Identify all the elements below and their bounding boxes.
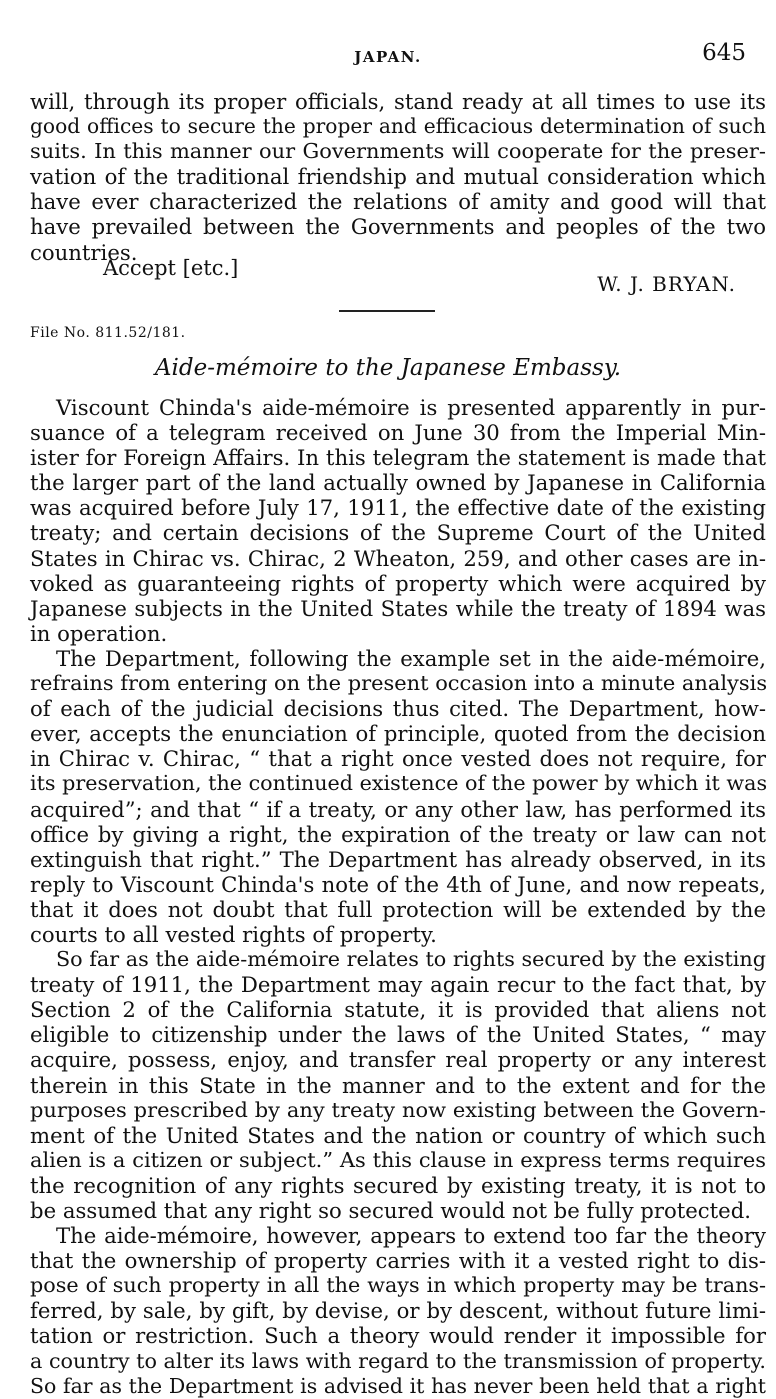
text-line: its preservation, the continued existence of the power by which it was: [30, 771, 768, 796]
text-line: acquire, possess, enjoy, and transfer real property or any interest: [30, 1047, 766, 1073]
text-line: have prevailed between the Governments and peoples of the two: [30, 214, 766, 240]
letter-text: [30, 89, 766, 265]
text-line: Section 2 of the California statute, it is provided that aliens not: [30, 997, 766, 1023]
text-line: acquired”; and that “ if a treaty, or any other law, has performed its: [30, 796, 766, 822]
text-line: will, through its proper officials, stand ready at all times to use its: [30, 89, 766, 114]
text-line: office by giving a right, the expiration of the treaty or law can not: [30, 821, 766, 847]
text-line: Japanese subjects in the United States while the treaty of 1894 was: [30, 595, 766, 621]
text-line: that the ownership of property carries with it a vested right to dis-: [30, 1248, 766, 1274]
text-line: a country to alter its laws with regard to the transmission of property.: [30, 1348, 766, 1373]
text-line: of each of the judicial decisions thus cited. The Department, how-: [30, 696, 766, 722]
text-line: The Department, following the example set in the aide-mémoire,: [56, 645, 766, 671]
section-divider: [339, 310, 435, 312]
text-line: voked as guaranteeing rights of property which were acquired by: [30, 570, 766, 596]
section-title: Aide-mémoire to the Japanese Embassy.: [154, 355, 622, 381]
text-line: treaty; and certain decisions of the Supreme Court of the United: [30, 520, 766, 546]
text-line: therein in this State in the manner and to the extent and for the: [30, 1072, 766, 1098]
text-line: Viscount Chinda's aide-mémoire is presented apparently in pur-: [56, 395, 766, 420]
text-line: ferred, by sale, by gift, by devise, or by descent, without future limi-: [30, 1298, 766, 1324]
text-line: ever, accepts the enunciation of principle, quoted from the decision: [30, 721, 766, 747]
text-line: eligible to citizenship under the laws of the United States, “ may: [30, 1022, 766, 1048]
text-line: countries.: [30, 239, 138, 265]
text-line: suance of a telegram received on June 30 from the Imperial Min-: [30, 420, 766, 446]
closing-text: Accept [etc.]: [103, 256, 239, 280]
running-head: JAPAN.: [354, 48, 422, 66]
text-line: purposes prescribed by any treaty now existing between the Govern-: [30, 1097, 766, 1122]
text-line: have ever characterized the relations of amity and good will that: [30, 189, 766, 215]
text-line: States in Chirac vs. Chirac, 2 Wheaton, 259, and other cases are in-: [30, 545, 766, 571]
text-line: in Chirac v. Chirac, “ that a right once vested does not require, for: [30, 746, 766, 772]
text-line: ister for Foreign Affairs. In this telegram the statement is made that: [30, 445, 766, 471]
text-line: tation or restriction. Such a theory would render it impossible for: [30, 1323, 766, 1349]
text-line: was acquired before July 17, 1911, the effective date of the existing: [30, 495, 766, 521]
text-line: be assumed that any right so secured would not be fully protected.: [30, 1198, 751, 1223]
text-line: in operation.: [30, 620, 168, 646]
text-line: alien is a citizen or subject.” As this clause in express terms requires: [30, 1147, 766, 1172]
body-text: [30, 395, 766, 1399]
text-line: So far as the aide-mémoire relates to rights secured by the existing: [56, 947, 766, 972]
text-line: ment of the United States and the nation or country of which such: [30, 1122, 766, 1148]
text-line: So far as the Department is advised it has never been held that a right: [30, 1373, 766, 1398]
text-line: the recognition of any rights secured by existing treaty, it is not to: [30, 1172, 766, 1198]
text-line: good offices to secure the proper and efficacious determination of such: [30, 114, 766, 139]
text-line: the larger part of the land actually owned by Japanese in California: [30, 470, 766, 496]
text-line: refrains from entering on the present occasion into a minute analysis: [30, 671, 768, 696]
signature: W. J. BRYAN.: [597, 272, 736, 296]
text-line: reply to Viscount Chinda's note of the 4th of June, and now repeats,: [30, 871, 766, 897]
page-header: [0, 40, 776, 70]
text-line: suits. In this manner our Governments will cooperate for the preser-: [30, 139, 766, 164]
text-line: courts to all vested rights of property.: [30, 921, 437, 947]
text-line: extinguish that right.” The Department has already observed, in its: [30, 846, 766, 872]
file-number: File No. 811.52/181.: [30, 325, 186, 341]
text-line: that it does not doubt that full protection will be extended by the: [30, 896, 766, 922]
text-line: pose of such property in all the ways in which property may be trans-: [30, 1273, 766, 1298]
text-line: The aide-mémoire, however, appears to extend too far the theory: [56, 1223, 766, 1249]
text-line: vation of the traditional friendship and mutual consideration which: [30, 164, 766, 190]
text-line: treaty of 1911, the Department may again recur to the fact that, by: [30, 972, 766, 998]
page-number: 645: [702, 40, 746, 66]
